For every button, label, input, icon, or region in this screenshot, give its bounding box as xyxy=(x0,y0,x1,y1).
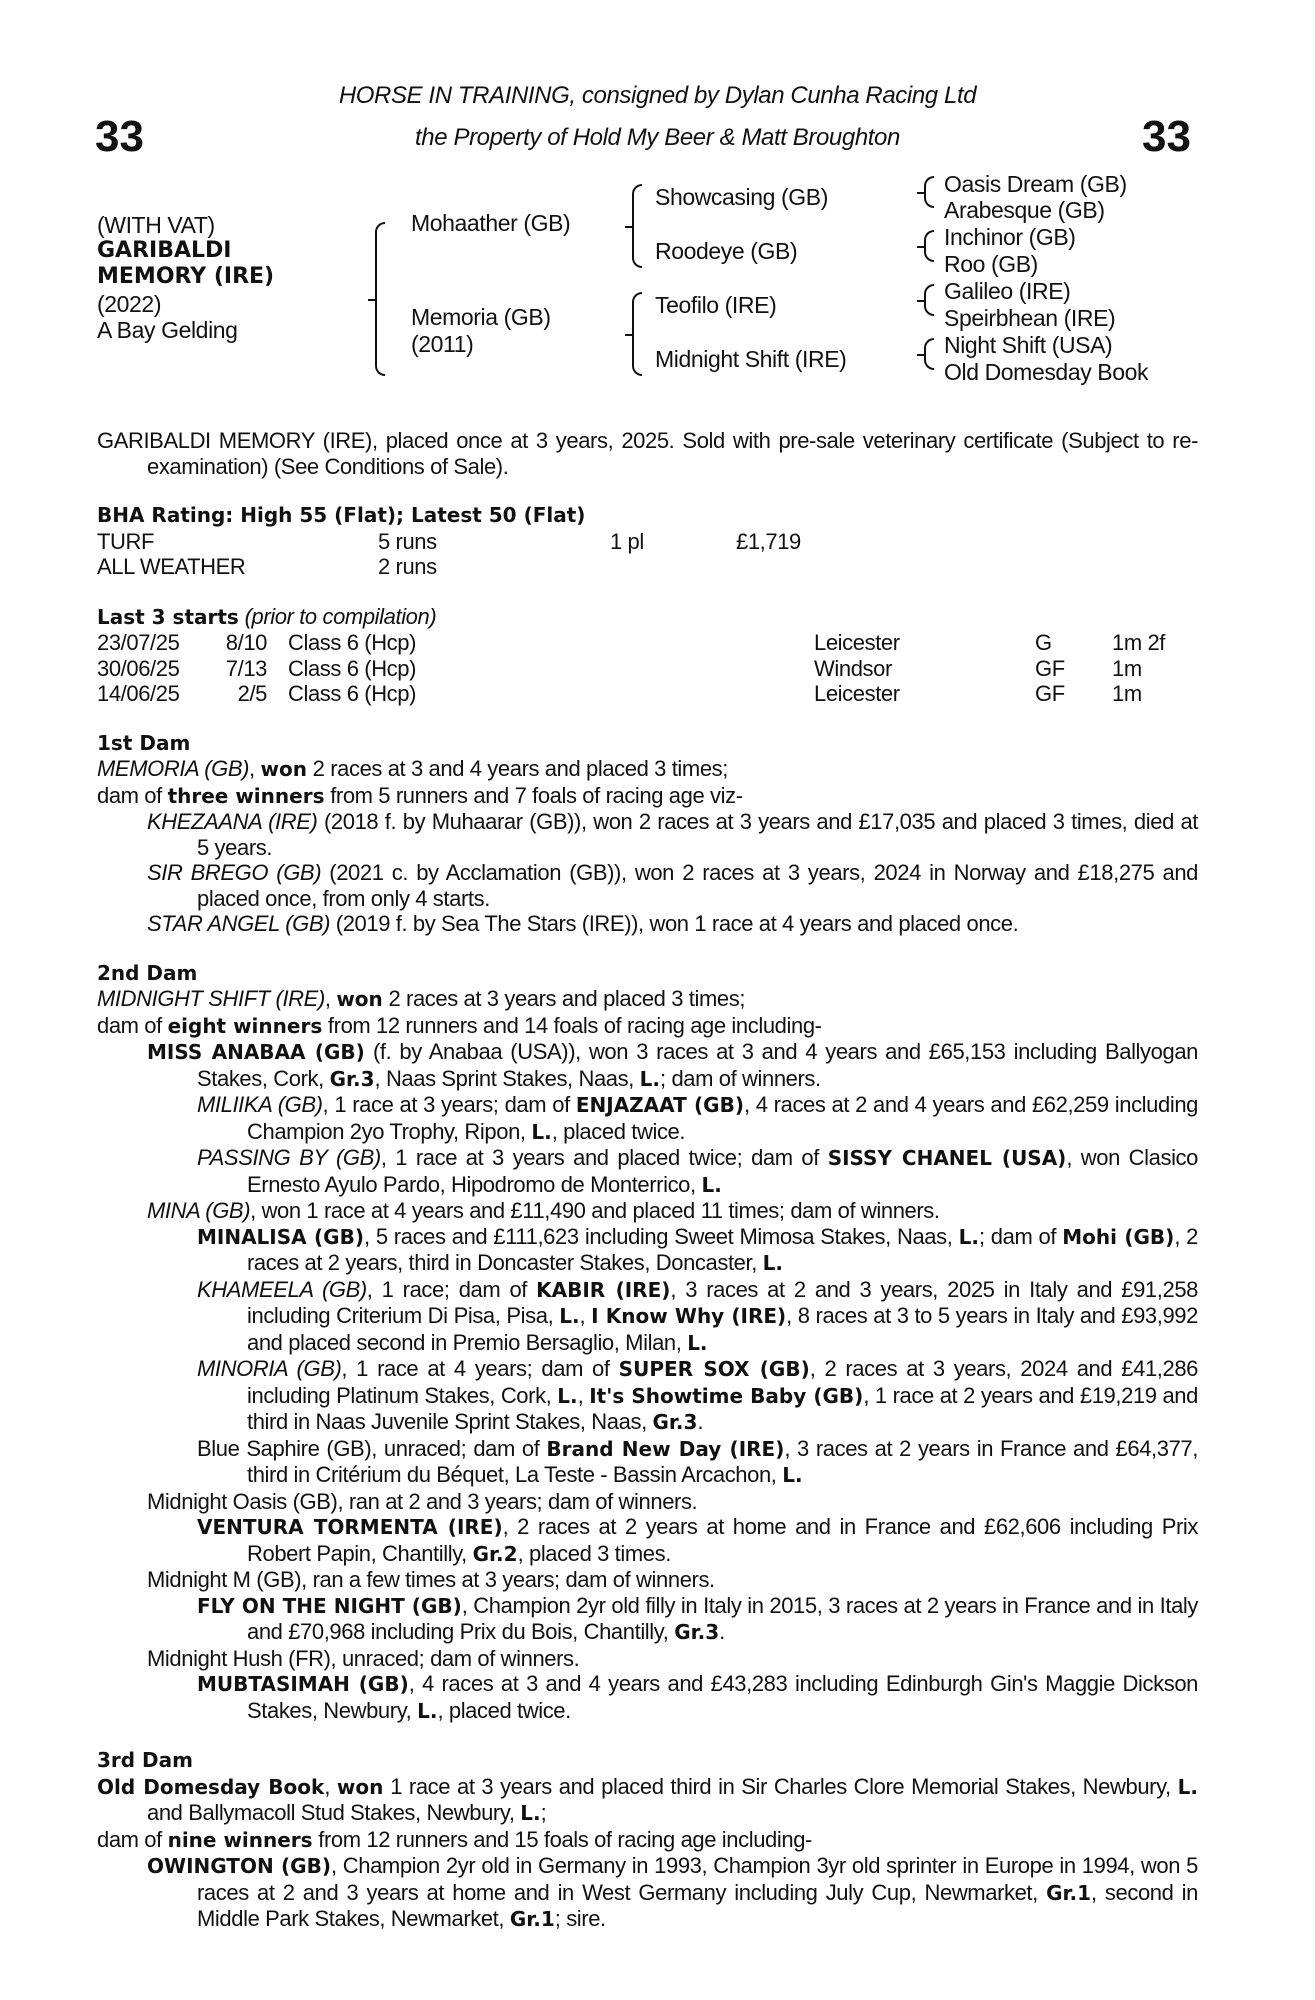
text: , placed twice. xyxy=(551,1118,686,1144)
text: , 2 races at 2 years, third in Doncaster Stakes, Doncaster, xyxy=(247,1223,1199,1275)
bold-text: L. xyxy=(639,1066,661,1091)
start-pos: 2/5 xyxy=(237,681,267,706)
ggp-2: Arabesque (GB) xyxy=(944,197,1105,223)
bold-text: nine winners xyxy=(167,1827,313,1852)
text: , 2 races at 2 years at home and in France and £62,606 including Prix Robert Papin, Chantilly, xyxy=(247,1514,1198,1566)
text: (f. by Anabaa (USA)), won 3 races at 3 and 4 years and £65,153 including Ballyogan Stakes, Cork, xyxy=(197,1039,1198,1091)
bold-text: L. xyxy=(557,1383,578,1408)
text: , xyxy=(579,1303,592,1328)
paragraph xyxy=(97,1277,1198,1357)
text: , Naas Sprint Stakes, Naas, xyxy=(374,1065,640,1091)
rating-table xyxy=(97,529,1198,580)
text: , xyxy=(249,756,261,781)
text: , 1 race at 4 years; dam of xyxy=(341,1356,619,1381)
text: GARIBALDI MEMORY (IRE), placed once at 3 years, 2025. Sold with pre-sale veterinary certificate (Subject to re-examination) (See Conditions of Sale). xyxy=(97,428,1198,479)
bold-text: Old Domesday Book xyxy=(97,1774,325,1799)
text: (2018 f. by Muhaarar (GB)), won 2 races at 3 years and £17,035 and placed 3 times, died at 5 years. xyxy=(197,809,1198,860)
bold-text: MISS ANABAA (GB) xyxy=(147,1040,365,1064)
bold-text: Mohi (GB) xyxy=(1062,1224,1175,1249)
rating-row xyxy=(97,554,1198,580)
text: Midnight Hush (FR), unraced; dam of winners. xyxy=(147,1645,580,1671)
horse-name-2: MEMORY (IRE) xyxy=(97,264,275,289)
italic-text: PASSING BY (GB) xyxy=(197,1145,381,1170)
paragraph xyxy=(97,1853,1198,1933)
ggp-8: Old Domesday Book xyxy=(944,359,1149,385)
bold-text: L. xyxy=(782,1463,803,1487)
vat-label: (WITH VAT) xyxy=(97,212,215,238)
start-row xyxy=(97,681,1198,707)
text: . xyxy=(719,1619,725,1644)
text: 2 races at 3 years and placed 3 times; xyxy=(382,986,746,1011)
bold-text: L. xyxy=(520,1801,541,1825)
bold-text: Brand New Day (IRE) xyxy=(546,1436,785,1461)
text: , 1 race at 2 years and £19,219 and third in Naas Juvenile Sprint Stakes, Naas, xyxy=(247,1382,1198,1434)
paragraph xyxy=(97,1646,1198,1672)
brace xyxy=(924,230,934,262)
text: , Champion 2yr old filly in Italy in 2015, 3 races at 2 years in France and in Italy and £70,968 including Prix du Bois, Chantilly, xyxy=(247,1592,1198,1644)
start-row xyxy=(97,656,1198,682)
last-starts-note: (prior to compilation) xyxy=(244,603,437,629)
text: (2021 c. by Acclamation (GB)), won 2 races at 3 years, 2024 in Norway and £18,275 and placed once, from only 4 starts. xyxy=(197,860,1198,911)
paragraph xyxy=(97,1514,1198,1567)
paragraph xyxy=(97,1013,1198,1040)
paragraph xyxy=(97,1092,1198,1145)
brace xyxy=(924,176,934,208)
paragraph xyxy=(97,1489,1198,1515)
text: ; xyxy=(540,1800,547,1825)
bold-text: Gr.3 xyxy=(674,1620,720,1644)
text: , 5 races and £111,623 including Sweet Mimosa Stakes, Naas, xyxy=(363,1223,959,1249)
section-title: 1st Dam xyxy=(97,730,191,755)
text: , 3 races at 2 years in France and £64,377, third in Critérium du Béquet, La Teste - Bassin Arcachon, xyxy=(247,1435,1198,1487)
paragraph xyxy=(97,1356,1198,1436)
last-starts-title: Last 3 starts xyxy=(97,604,239,629)
start-class: Class 6 (Hcp) xyxy=(288,630,417,655)
horse-description: A Bay Gelding xyxy=(97,317,238,343)
text: , xyxy=(324,986,337,1011)
bold-text: won xyxy=(336,987,383,1011)
start-pos: 7/13 xyxy=(225,655,267,681)
text: , Champion 2yr old in Germany in 1993, Champion 3yr old sprinter in Europe in 1994, won 5 races at 2 and 3 years at home and in West Germany including July Cup, Newmarket, xyxy=(197,1853,1198,1905)
text: , 1 race at 3 years and placed twice; dam of xyxy=(380,1145,828,1170)
rating-surface: ALL WEATHER xyxy=(97,554,246,579)
bold-text: VENTURA TORMENTA (IRE) xyxy=(197,1515,503,1539)
rating-title: BHA Rating: High 55 (Flat); Latest 50 (Flat) xyxy=(97,503,586,527)
text: from 12 runners and 14 foals of racing age including- xyxy=(322,1012,822,1038)
rating-row xyxy=(97,529,1198,555)
start-date: 30/06/25 xyxy=(97,655,180,681)
italic-text: MIDNIGHT SHIFT (IRE) xyxy=(97,986,325,1011)
paragraph xyxy=(97,986,1198,1013)
paragraph xyxy=(97,1593,1198,1646)
start-course: Leicester xyxy=(814,630,900,655)
bold-text: L. xyxy=(687,1330,708,1355)
bold-text: Gr.3 xyxy=(329,1066,375,1091)
property-line: the Property of Hold My Beer & Matt Broughton xyxy=(415,124,900,151)
paragraph xyxy=(97,428,1198,479)
paragraph xyxy=(97,1774,1198,1827)
bold-text: SUPER SOX (GB) xyxy=(618,1357,810,1381)
start-pos: 8/10 xyxy=(225,630,267,655)
paragraph xyxy=(97,809,1198,860)
lot-number-left: 33 xyxy=(95,112,144,161)
paragraph xyxy=(97,1145,1198,1198)
ggp-1: Oasis Dream (GB) xyxy=(944,171,1127,197)
text: , placed 3 times. xyxy=(517,1540,671,1566)
text: dam of xyxy=(97,1826,168,1852)
brace xyxy=(632,292,642,376)
italic-text: MINORIA (GB) xyxy=(197,1356,342,1381)
text: (2019 f. by Sea The Stars (IRE)), won 1 race at 4 years and placed once. xyxy=(330,911,1019,936)
text: , 8 races at 3 to 5 years in Italy and £93,992 and placed second in Premio Bersaglio, Milan, xyxy=(247,1303,1198,1355)
intro xyxy=(97,428,1198,479)
italic-text: MILIIKA (GB) xyxy=(197,1092,323,1117)
last-starts-table xyxy=(97,630,1198,707)
bold-text: Gr.3 xyxy=(652,1410,698,1434)
start-class: Class 6 (Hcp) xyxy=(288,681,417,706)
bold-text: Gr.1 xyxy=(509,1907,555,1931)
paragraph xyxy=(97,783,1198,810)
bold-text: SISSY CHANEL (USA) xyxy=(827,1146,1067,1170)
consignor-line: HORSE IN TRAINING, consigned by Dylan Cunha Racing Ltd xyxy=(338,82,977,109)
bold-text: FLY ON THE NIGHT (GB) xyxy=(197,1593,462,1618)
dam-dam: Midnight Shift (IRE) xyxy=(655,346,847,372)
text: dam of xyxy=(97,782,168,808)
bold-text: eight winners xyxy=(167,1013,323,1038)
bold-text: L. xyxy=(531,1119,552,1144)
bold-text: three winners xyxy=(167,783,325,808)
bold-text: KABIR (IRE) xyxy=(536,1277,671,1302)
start-going: GF xyxy=(1035,655,1065,681)
paragraph xyxy=(97,911,1198,937)
bold-text: L. xyxy=(762,1251,783,1275)
bold-text: I Know Why (IRE) xyxy=(591,1304,787,1328)
text: and Ballymacoll Stud Stakes, Newbury, xyxy=(147,1800,521,1825)
italic-text: KHEZAANA (IRE) xyxy=(147,809,318,834)
brace xyxy=(924,338,934,370)
dam: Memoria (GB) xyxy=(411,304,551,330)
text: Blue Saphire (GB), unraced; dam of xyxy=(197,1435,547,1461)
brace xyxy=(632,184,642,268)
last-starts-heading xyxy=(97,604,1198,631)
catalogue-body xyxy=(97,428,1198,1933)
text: , xyxy=(324,1773,337,1799)
rating-surface: TURF xyxy=(97,528,155,554)
text: , second in Middle Park Stakes, Newmarket, xyxy=(197,1879,1198,1931)
paragraph xyxy=(97,1198,1198,1224)
text: , won 1 race at 4 years and £11,490 and placed 11 times; dam of winners. xyxy=(250,1198,940,1223)
rating-runs: 2 runs xyxy=(378,554,437,579)
bold-text: Gr.1 xyxy=(1046,1880,1092,1905)
text: ; sire. xyxy=(554,1906,606,1931)
bold-text: ENJAZAAT (GB) xyxy=(575,1093,744,1117)
text: , 2 races at 3 years, 2024 and £41,286 including Platinum Stakes, Cork, xyxy=(247,1356,1199,1408)
paragraph xyxy=(97,1436,1198,1489)
bold-text: L. xyxy=(701,1172,722,1197)
start-course: Leicester xyxy=(814,681,900,706)
bold-text: L. xyxy=(559,1304,580,1328)
sire: Mohaather (GB) xyxy=(411,210,571,236)
text: dam of xyxy=(97,1012,168,1038)
start-course: Windsor xyxy=(814,655,892,681)
paragraph xyxy=(97,1827,1198,1854)
sire-sire: Showcasing (GB) xyxy=(655,184,828,210)
paragraph xyxy=(97,1567,1198,1593)
text: , placed twice. xyxy=(437,1697,571,1723)
bold-text: won xyxy=(260,757,307,781)
italic-text: MEMORIA (GB) xyxy=(97,756,250,781)
section-title: 2nd Dam xyxy=(97,960,198,985)
bold-text: won xyxy=(336,1774,384,1799)
lot-number-right: 33 xyxy=(1142,112,1191,161)
italic-text: MINA (GB) xyxy=(147,1198,251,1223)
start-going: GF xyxy=(1035,681,1065,706)
paragraph xyxy=(97,1224,1198,1277)
dam-sire: Teofilo (IRE) xyxy=(655,292,777,318)
bold-text: L. xyxy=(417,1698,438,1723)
text: , 3 races at 2 and 3 years, 2025 in Italy and £91,258 including Criterium Di Pisa, Pisa, xyxy=(247,1276,1198,1328)
bold-text: MINALISA (GB) xyxy=(197,1224,364,1249)
bold-text: OWINGTON (GB) xyxy=(147,1854,331,1878)
paragraph xyxy=(97,756,1198,783)
bold-text: Gr.2 xyxy=(472,1541,518,1566)
bold-text: It's Showtime Baby (GB) xyxy=(589,1383,864,1408)
start-dist: 1m 2f xyxy=(1112,630,1166,655)
text: 1 race at 3 years and placed third in Sir Charles Clore Memorial Stakes, Newbury, xyxy=(383,1773,1178,1799)
ggp-3: Inchinor (GB) xyxy=(944,224,1076,250)
start-dist: 1m xyxy=(1112,681,1142,706)
start-going: G xyxy=(1035,630,1052,655)
start-dist: 1m xyxy=(1112,655,1142,681)
section-title: 3rd Dam xyxy=(97,1748,193,1772)
paragraph xyxy=(97,860,1198,911)
ggp-6: Speirbhean (IRE) xyxy=(944,305,1116,331)
brace xyxy=(924,284,934,316)
start-date: 14/06/25 xyxy=(97,681,180,706)
rating-earnings: £1,719 xyxy=(736,528,801,554)
text: 2 races at 3 and 4 years and placed 3 times; xyxy=(306,756,728,781)
sire-dam: Roodeye (GB) xyxy=(655,238,798,264)
text: , 4 races at 2 and 4 years and £62,259 including Champion 2yo Trophy, Ripon, xyxy=(247,1092,1198,1144)
bold-text: MUBTASIMAH (GB) xyxy=(197,1672,409,1696)
text: , 1 race; dam of xyxy=(366,1276,537,1302)
text: ; dam of xyxy=(978,1223,1063,1249)
text: from 5 runners and 7 foals of racing age viz- xyxy=(324,782,743,808)
text: , 1 race at 3 years; dam of xyxy=(322,1092,576,1117)
text: . xyxy=(697,1409,704,1434)
bold-text: L. xyxy=(958,1224,979,1249)
italic-text: SIR BREGO (GB) xyxy=(147,860,322,885)
rating-runs: 5 runs xyxy=(378,528,437,554)
rating-placed: 1 pl xyxy=(610,528,644,554)
ggp-7: Night Shift (USA) xyxy=(944,332,1113,358)
start-row xyxy=(97,630,1198,656)
text: , 4 races at 3 and 4 years and £43,283 including Edinburgh Gin's Maggie Dickson Stakes, Newbury, xyxy=(247,1671,1198,1723)
dam-year: (2011) xyxy=(411,331,474,357)
brace xyxy=(375,222,385,376)
text: Midnight Oasis (GB), ran at 2 and 3 years; dam of winners. xyxy=(147,1488,698,1514)
italic-text: KHAMEELA (GB) xyxy=(197,1276,367,1302)
paragraph xyxy=(97,1039,1198,1092)
ggp-4: Roo (GB) xyxy=(944,251,1038,277)
paragraph xyxy=(97,1671,1198,1724)
horse-year: (2022) xyxy=(97,291,162,317)
text: , xyxy=(577,1382,590,1408)
text: from 12 runners and 15 foals of racing age including- xyxy=(312,1826,812,1852)
ggp-5: Galileo (IRE) xyxy=(944,278,1071,304)
start-class: Class 6 (Hcp) xyxy=(288,655,417,681)
text: Midnight M (GB), ran a few times at 3 years; dam of winners. xyxy=(147,1567,715,1592)
bold-text: L. xyxy=(1177,1774,1198,1799)
text: , won Clasico Ernesto Ayulo Pardo, Hipodromo de Monterrico, xyxy=(247,1145,1198,1197)
horse-name-1: GARIBALDI xyxy=(97,238,232,263)
italic-text: STAR ANGEL (GB) xyxy=(147,911,331,936)
start-date: 23/07/25 xyxy=(97,630,180,655)
text: ; dam of winners. xyxy=(660,1065,821,1091)
